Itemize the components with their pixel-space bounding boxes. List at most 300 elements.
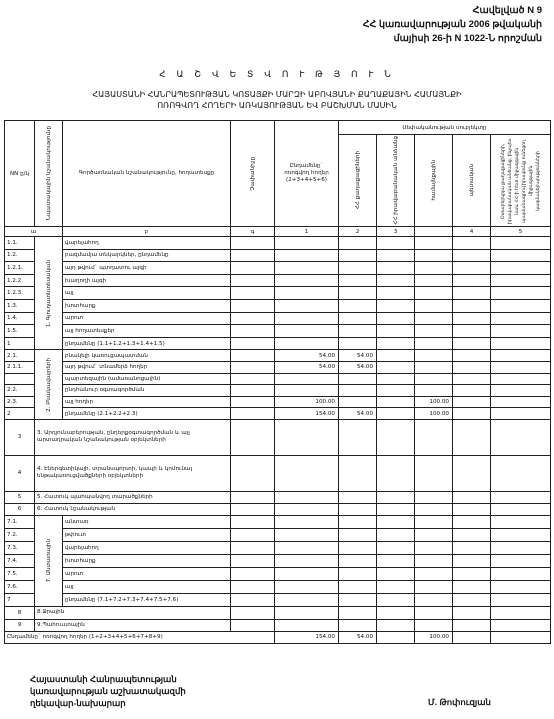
value-community [415,312,453,325]
table-cell [377,312,415,325]
value-community [415,580,453,593]
table-cell [415,503,453,515]
row-number: 8 [5,606,35,619]
grand-total-value: 154.00 [275,631,339,643]
table-cell [491,491,551,503]
table-cell [453,262,491,275]
table-cell [491,528,551,541]
table-cell [491,619,551,631]
value-total: 100.00 [275,396,339,408]
value-community [415,554,453,567]
report-subtitle [20,89,534,111]
table-cell [377,350,415,362]
table-cell [377,567,415,580]
table-row [5,337,551,350]
value-community [415,337,453,350]
row-category: 4. Էներգետիկայի, տրանսպորտի, կապի և կոմունալ ենթակառուցվածքների օբյեկտների [35,455,231,491]
annex-decision: մայիսի 26-ի N 1022-Ն որոշման [393,33,542,44]
value-total: 54.00 [275,350,339,362]
value-community [415,541,453,554]
row-function: թփուտ [63,528,231,541]
value-community [415,361,453,373]
signatory-title [30,673,186,709]
table-cell [377,408,415,420]
table-cell [453,373,491,385]
group-label [35,515,63,606]
table-row [5,541,551,554]
row-function: այլ [63,287,231,300]
table-cell [377,287,415,300]
row-number: 7 [5,593,35,606]
table-cell [275,491,339,503]
grand-total-row [5,631,551,643]
table-cell [377,373,415,385]
table-cell [231,249,275,262]
row-function: խոտհարք [63,554,231,567]
land-report-table [4,120,551,644]
table-cell [453,515,491,528]
table-row [5,396,551,408]
value-citizens: 54.00 [339,350,377,362]
value-citizens [339,593,377,606]
value-citizens [339,567,377,580]
table-cell [231,299,275,312]
row-number: 7.2. [5,528,35,541]
value-citizens: 54.00 [339,408,377,420]
value-citizens [339,373,377,385]
value-total [275,385,339,397]
table-cell [491,361,551,373]
table-row [5,528,551,541]
row-function: խոտհարք [63,299,231,312]
row-function: ընդամենը (7.1+7.2+7.3+7.4+7.5+7.6) [63,593,231,606]
header-legal-entities: ՀՀ իրավաբանական անձանց [377,135,415,227]
row-category: 8.Ջրային [35,606,231,619]
table-cell [453,396,491,408]
signatory-name: Մ. Թոփուզյան [428,697,491,707]
row-number [5,373,35,385]
table-cell [377,580,415,593]
header-citizens: ՀՀ քաղաքացիների [339,135,377,227]
table-cell [491,419,551,455]
value-total [275,337,339,350]
value-total [275,554,339,567]
table-cell [453,528,491,541]
table-cell [377,515,415,528]
row-category: 5. Հատուկ պահպանվող տարածքների [35,491,231,503]
table-cell [339,619,377,631]
table-cell [453,455,491,491]
value-community [415,325,453,338]
column-index-cell: գ [231,227,275,237]
row-function: բնակելի կառուցապատման [63,350,231,362]
value-citizens [339,337,377,350]
value-community [415,299,453,312]
value-total [275,262,339,275]
value-citizens [339,249,377,262]
value-total [275,274,339,287]
value-citizens [339,287,377,300]
table-cell [377,385,415,397]
row-number: 2.1.1. [5,361,35,373]
table-cell [377,631,415,643]
table-cell [453,503,491,515]
table-cell [453,408,491,420]
table-row [5,491,551,503]
table-cell [491,385,551,397]
value-total [275,541,339,554]
table-cell [453,350,491,362]
table-cell [491,515,551,528]
value-total [275,567,339,580]
table-cell [491,554,551,567]
value-community [415,249,453,262]
table-cell [377,554,415,567]
row-number: 9 [5,619,35,631]
row-number: 1.2.1. [5,262,35,275]
row-function: ընդհանուր օգտագործման [63,385,231,397]
value-community [415,287,453,300]
row-number: 7.3. [5,541,35,554]
table-cell [231,619,275,631]
value-total: 54.00 [275,361,339,373]
annex-government: ՀՀ կառավարության 2006 թվականի [362,19,542,30]
table-cell [377,274,415,287]
table-cell [231,567,275,580]
table-cell [339,606,377,619]
table-cell [453,619,491,631]
column-index-cell: 2 [339,227,377,237]
table-row [5,580,551,593]
table-cell [491,408,551,420]
row-number: 1 [5,337,35,350]
column-index-cell: 4 [453,227,491,237]
value-total [275,249,339,262]
value-total [275,580,339,593]
value-citizens [339,580,377,593]
table-cell [377,503,415,515]
table-cell [453,337,491,350]
group-label-text: 7. Անտառային [45,539,52,583]
report-title: Հ Ա Շ Վ Ե Տ Վ Ո Ւ Թ Յ Ո Ւ Ն [159,70,395,80]
table-cell [231,337,275,350]
table-cell [491,567,551,580]
table-cell [339,491,377,503]
value-citizens [339,299,377,312]
table-cell [491,593,551,606]
row-number: 7.5. [5,567,35,580]
table-cell [491,337,551,350]
table-cell [491,262,551,275]
table-cell [491,606,551,619]
row-number: 5 [5,491,35,503]
table-cell [453,287,491,300]
table-row [5,567,551,580]
table-cell [453,237,491,250]
row-function: արոտ [63,312,231,325]
header-community: համայնքային [415,135,453,227]
value-total [275,325,339,338]
column-index-cell: ա [5,227,63,237]
table-cell [231,606,275,619]
table-cell [231,396,275,408]
row-function: բազմամյա տնկարկներ, ընդամենը [63,249,231,262]
value-community: 100.00 [415,396,453,408]
table-cell [377,262,415,275]
row-number: 2.2. [5,385,35,397]
header-owners: Սեփականության սուբյեկտը [339,121,551,135]
table-cell [231,554,275,567]
table-row [5,385,551,397]
column-index-row [5,227,551,237]
table-cell [491,287,551,300]
value-citizens [339,528,377,541]
table-cell [231,274,275,287]
value-community [415,274,453,287]
row-category: 9.Պահուստային [35,619,231,631]
annex-number: Հավելված N 9 [472,5,542,16]
table-cell [231,287,275,300]
table-cell [231,237,275,250]
row-number: 1.1. [5,237,35,250]
table-row [5,249,551,262]
table-cell [491,455,551,491]
header-nn: NN ը/կ [5,121,35,227]
row-category: 3. Արդյունաբերության, ընդերքօգտագործման և այլ արտադրական նշանակության օբյեկտների [35,419,231,455]
table-cell [377,237,415,250]
table-cell [491,580,551,593]
table-cell [491,274,551,287]
table-cell [491,350,551,362]
table-cell [415,491,453,503]
table-row [5,455,551,491]
table-cell [275,419,339,455]
value-community: 100.00 [415,408,453,420]
table-cell [231,325,275,338]
group-label-text: 1. Գյուղատնտեսական [45,259,52,327]
header-purpose: Նպատակային նշանակությունը [35,121,63,227]
table-row [5,361,551,373]
table-cell [491,237,551,250]
table-row [5,554,551,567]
document-header [363,4,542,46]
table-cell [491,503,551,515]
table-cell [275,606,339,619]
table-cell [453,541,491,554]
table-cell [231,455,275,491]
grand-total-label: Ընդամենը` ոռոգվող հողեր (1+2+3+4+5+6+7+8+9) [5,631,275,643]
row-function: պարտեզային (ամառանոցային) [63,373,231,385]
value-total [275,312,339,325]
table-cell [231,593,275,606]
row-category: 6. Հատուկ նշանակության [35,503,231,515]
row-number: 1.2.3. [5,287,35,300]
header-state: պետական [453,135,491,227]
group-label [35,237,63,350]
row-number: 7.4. [5,554,35,567]
row-number: 1.5. [5,325,35,338]
table-cell [231,515,275,528]
signatory-org-line1: Հայաստանի Հանրապետության [30,674,177,684]
column-index-cell: բ [63,227,231,237]
table-cell [453,385,491,397]
value-total [275,515,339,528]
table-cell [453,325,491,338]
row-number: 4 [5,455,35,491]
table-cell [415,455,453,491]
row-function: ընդամենը (1.1+1.2+1.3+1.4+1.5) [63,337,231,350]
row-number: 1.2.2. [5,274,35,287]
table-row [5,350,551,362]
table-row [5,325,551,338]
row-function: այլ հողատեսքեր [63,325,231,338]
table-cell [231,419,275,455]
table-row [5,299,551,312]
value-total [275,528,339,541]
table-row [5,274,551,287]
table-cell [491,299,551,312]
table-cell [377,606,415,619]
table-row [5,419,551,455]
table-cell [453,580,491,593]
table-cell [377,419,415,455]
table-cell [231,580,275,593]
value-citizens [339,515,377,528]
table-cell [453,419,491,455]
row-function: վարելահող [63,541,231,554]
table-cell [339,503,377,515]
value-total [275,593,339,606]
table-cell [275,503,339,515]
table-row [5,593,551,606]
value-total [275,299,339,312]
table-row [5,237,551,250]
row-function: արոտ [63,567,231,580]
table-cell [231,361,275,373]
table-cell [453,606,491,619]
column-index-cell: 5 [491,227,551,237]
table-cell [491,373,551,385]
table-cell [415,606,453,619]
value-total [275,237,339,250]
table-cell [377,249,415,262]
value-community [415,262,453,275]
value-citizens: 54.00 [339,361,377,373]
value-citizens [339,541,377,554]
table-row [5,503,551,515]
value-citizens [339,274,377,287]
row-function: ընդամենը (2.1+2.2+2.3) [63,408,231,420]
table-cell [453,299,491,312]
value-citizens [339,325,377,338]
signatory-org-line3: ղեկավար-նախարար [30,698,126,708]
table-cell [453,593,491,606]
table-cell [231,312,275,325]
table-cell [377,455,415,491]
value-community [415,593,453,606]
report-subtitle-line2: ՈՌՈԳՎՈՂ ՀՈՂԵՐԻ ԱՌԿԱՅՈՒԹՅԱՆ ԵՎ ԲԱՇԽՄԱՆ ՄԱՍԻՆ [157,101,397,110]
table-row [5,287,551,300]
row-function: անտառ [63,515,231,528]
row-function: այդ թվում` պտղատու այգի [63,262,231,275]
value-community [415,528,453,541]
row-number: 3 [5,419,35,455]
table-cell [377,528,415,541]
header-foreign: Օտարերկրյա քաղաքացիների, իրավաբանական անձանց, ինչպես նաև ՀՀ-ի հետ միջազգային պայմանագրով իրավունք ունեցող միջազգային կազմակերպությունների [491,135,551,227]
table-row [5,262,551,275]
table-row [5,312,551,325]
table-cell [231,491,275,503]
group-label-text: 2. Բնակավայրերի [45,357,52,412]
header-unit: Չափանիշը [231,121,275,227]
value-community [415,385,453,397]
table-cell [491,312,551,325]
row-number: 1.3. [5,299,35,312]
table-cell [231,262,275,275]
table-cell [377,491,415,503]
table-cell [231,528,275,541]
table-cell [275,619,339,631]
value-citizens [339,554,377,567]
value-community [415,350,453,362]
grand-total-community: 100.00 [415,631,453,643]
table-cell [453,361,491,373]
row-function: խաղողի այգի [63,274,231,287]
table-cell [415,619,453,631]
value-community [415,373,453,385]
column-index-cell: 1 [275,227,339,237]
table-cell [377,541,415,554]
table-row [5,373,551,385]
group-label [35,350,63,420]
table-cell [377,361,415,373]
table-cell [491,396,551,408]
table-cell [231,350,275,362]
table-cell [231,503,275,515]
table-cell [275,455,339,491]
signatory-org-line2: կառավարության աշխատակազմի [30,686,186,696]
table-cell [491,325,551,338]
report-subtitle-line1: ՀԱՅԱՍՏԱՆԻ ՀԱՆՐԱՊԵՏՈՒԹՅԱՆ ԿՈՏԱՅՔԻ ՄԱՐԶԻ ԱԲՈՎՅԱՆԻ ՔԱՂԱՔԱՅԻՆ ՀԱՄԱՅՆՔԻ [92,90,462,99]
table-cell [231,385,275,397]
table-row [5,606,551,619]
table-cell [491,631,551,643]
row-number: 2 [5,408,35,420]
table-row [5,619,551,631]
row-function: այլ հողեր [63,396,231,408]
row-number: 1.2. [5,249,35,262]
value-citizens [339,312,377,325]
value-citizens [339,237,377,250]
table-cell [453,631,491,643]
row-number: 1.4. [5,312,35,325]
row-number: 2.1. [5,350,35,362]
table-cell [453,274,491,287]
table-cell [377,325,415,338]
table-cell [377,593,415,606]
table-cell [377,337,415,350]
column-index-cell: 3 [377,227,415,237]
value-total [275,373,339,385]
row-function: այդ թվում` տնամերձ հողեր [63,361,231,373]
table-cell [377,396,415,408]
table-row [5,408,551,420]
value-total [275,287,339,300]
row-number: 6 [5,503,35,515]
value-community [415,515,453,528]
table-cell [491,541,551,554]
value-citizens [339,262,377,275]
